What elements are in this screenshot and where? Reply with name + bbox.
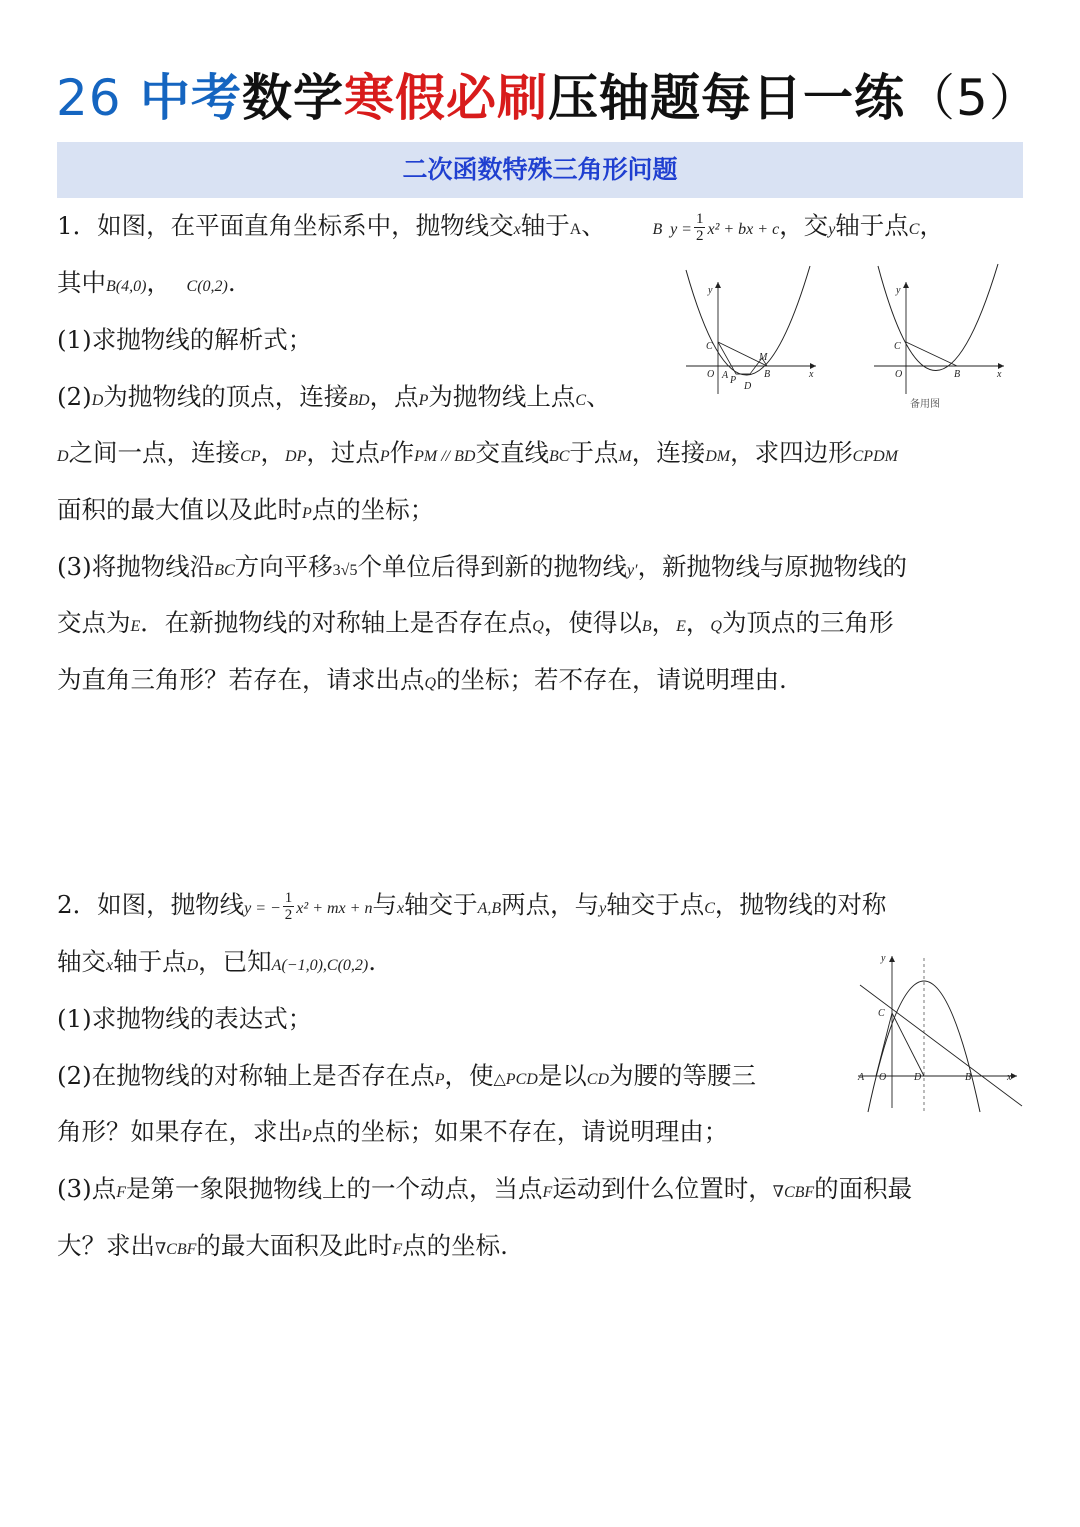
text: 方向平移 [234,552,333,581]
text: 点的坐标. [402,1231,508,1260]
y-axis-arrow [715,282,721,288]
parabola [878,264,998,371]
text: ， [651,608,677,637]
text: ，求四边形 [730,438,853,467]
label-x: x [1007,1072,1012,1083]
var-y: y [828,221,836,238]
var-a-b: A,B [477,900,502,917]
var-p: P [418,392,429,409]
var-bc: BC [214,562,235,579]
var-q: Q [424,675,437,692]
text: ，过点 [306,438,380,467]
text: ，新抛物线与原抛物线的 [637,552,908,581]
title-part-1: 中考 [140,69,243,127]
text: ， [260,438,286,467]
var-x: x [396,900,405,917]
point-c: C(0,2) [186,278,228,295]
text: 是第一象限抛物线上的一个动点，当点 [126,1174,543,1203]
fraction-denominator: 2 [695,228,704,244]
var-y: y [599,900,607,917]
text: ，点 [369,382,419,411]
var-q: Q [532,618,544,635]
var-dp: DP [285,448,307,465]
text: . [227,268,236,297]
page-title [56,62,1040,134]
q1-line-6 [57,495,434,529]
q1-line-9 [57,665,787,699]
label-d: D [914,1072,922,1083]
q2-line-5 [57,1117,728,1151]
var-a: A [569,221,582,238]
text: 2．如图，抛物线 [57,890,245,919]
text: ， [685,608,711,637]
text: 个单位后得到新的抛物线 [357,552,627,581]
text: 为抛物线的顶点，连接 [103,382,349,411]
title-part-2: 数学 [242,69,345,127]
text: 是以 [537,1061,587,1090]
points-a-c: A(−1,0),C(0,2) [271,957,369,974]
section-subtitle: 二次函数特殊三角形问题 [57,142,1023,198]
equation-rhs: x² + mx + n [296,900,373,917]
fraction [283,890,295,923]
q1-line-5 [57,438,898,472]
segment-cd [892,1013,924,1076]
label-a: A [722,370,729,381]
text: ，已知 [198,947,272,976]
label-b: B [764,369,771,380]
label-o: O [707,369,715,380]
text: (2) [57,382,92,411]
text: 轴于点 [113,947,187,976]
label-x: x [997,369,1002,380]
equation-lhs: y = − [244,900,281,917]
label-p: P [730,375,737,386]
text: 、 [586,382,611,411]
q1-line-8 [57,608,893,642]
text: 、 [581,211,606,240]
text: 交直线 [475,438,549,467]
equation-rhs: x² + bx + c [707,221,780,238]
text: ，使得以 [543,608,642,637]
text: 点的坐标；如果不存在，请说明理由； [311,1117,729,1146]
var-bc: BC [548,448,570,465]
fraction [694,211,706,244]
var-p: P [302,505,312,522]
text: 的最大面积及此时 [196,1231,393,1260]
title-suffix: （5） [905,69,1040,127]
q2-line-4 [57,1061,756,1095]
x-axis-arrow [1011,1073,1017,1079]
var-triangle-cbf: ∇CBF [155,1241,197,1258]
text: 大？求出 [57,1231,155,1260]
var-cpdm: CPDM [852,448,898,465]
fraction-denominator: 2 [284,907,293,923]
var-y-prime: y′ [626,562,638,579]
text: ， [919,211,944,240]
text: 其中 [57,268,106,297]
var-cd: CD [586,1071,610,1088]
text: ， [146,268,171,297]
q1-line-7 [57,552,907,586]
var-p: P [434,1071,445,1088]
var-f: F [542,1184,553,1201]
text: 1．如图，在平面直角坐标系中，抛物线交 [57,211,514,240]
label-b: B [954,369,961,380]
text: 角形？如果存在，求出 [57,1117,302,1146]
text: 轴交于点 [606,890,705,919]
q2-line-3: (1)求抛物线的表达式； [57,1004,313,1033]
text: ，抛物线的对称 [714,890,887,919]
var-f: F [116,1184,126,1201]
text: ，交 [779,211,829,240]
q1-line-4 [57,382,611,416]
text: (3)点 [57,1174,117,1203]
title-part-4: 压轴题每日一练 [548,69,906,127]
text: 轴交 [57,947,106,976]
text: 轴交于 [404,890,478,919]
var-p: P [379,448,390,465]
q1-line-1 [57,211,944,245]
q1-line-3: (1)求抛物线的解析式； [57,325,313,354]
text: 与 [372,890,397,919]
q2-line-1 [57,890,886,924]
parabola [686,266,810,375]
var-b: B [641,618,652,635]
text: 的坐标；若不存在，请说明理由. [436,665,787,694]
label-o: O [895,369,903,380]
label-c: C [706,341,713,352]
text: 为顶点的三角形 [721,608,894,637]
text: 运动到什么位置时， [552,1174,773,1203]
var-f: F [392,1241,403,1258]
var-triangle-cbf: ∇CBF [772,1184,815,1201]
y-axis-arrow [889,956,895,962]
var-3-sqrt-5: 3√5 [332,562,358,579]
point-b: B(4,0) [106,278,147,295]
q1-figure [678,262,1023,412]
q2-line-7 [57,1231,508,1265]
var-pm-parallel-bd: PM // BD [414,448,476,465]
var-x: x [106,957,114,974]
title-part-3: 寒假必刷 [344,69,549,127]
text: 于点 [569,438,619,467]
text: 之间一点，连接 [68,438,241,467]
text: 交点为 [57,608,131,637]
text: 的面积最 [814,1174,913,1203]
var-c: C [908,221,920,238]
label-b: B [965,1072,972,1083]
var-e: E [676,618,686,635]
fraction-numerator: 1 [695,211,704,227]
label-c: C [878,1008,885,1019]
text: ，连接 [631,438,706,467]
text: ，使 [444,1061,494,1090]
text: 作 [389,438,415,467]
q2-figure [852,948,1027,1116]
label-d: D [744,381,752,392]
equation-lhs: y = [670,221,692,238]
segment-ca [876,1013,892,1076]
var-bd: BD [348,392,370,409]
text: 点的坐标； [311,495,435,524]
q1-graph-spare [874,264,1004,410]
text: 轴于点 [835,211,909,240]
figure-caption: 备用图 [910,399,940,410]
label-x: x [809,369,814,380]
var-q: Q [710,618,722,635]
var-e: E [130,618,141,635]
fraction-numerator: 1 [284,890,293,906]
label-c: C [894,341,901,352]
label-y: y [708,285,713,296]
label-y: y [881,953,886,964]
var-b: B [652,221,663,238]
var-c: C [575,392,587,409]
var-c: C [704,900,715,917]
q2-line-2 [57,947,376,981]
text: . [368,947,377,976]
label-a: A [858,1072,865,1083]
label-y: y [896,285,901,296]
text: 为直角三角形？若存在，请求出点 [57,665,425,694]
var-d: D [57,448,69,465]
var-m: M [618,448,632,465]
segment-cb [906,342,957,366]
var-cp: CP [240,448,261,465]
label-o: O [879,1072,887,1083]
label-m: M [759,352,768,363]
q1-line-2 [57,268,236,302]
q1-graph-main [686,266,816,394]
title-number: 26 [56,69,122,127]
var-p: P [302,1127,312,1144]
y-axis-arrow [903,282,909,288]
text: (2)在抛物线的对称轴上是否存在点 [57,1061,435,1090]
var-triangle-pcd: △PCD [493,1071,538,1088]
text: 轴于 [520,211,570,240]
text: 为腰的等腰三 [609,1061,757,1090]
text: 面积的最大值以及此时 [57,495,302,524]
var-dm: DM [705,448,731,465]
text: (3)将抛物线沿 [57,552,215,581]
var-d: D [91,392,104,409]
var-d: D [186,957,199,974]
text: 两点，与 [501,890,600,919]
text: ．在新抛物线的对称轴上是否存在点 [140,608,533,637]
text: 为抛物线上点 [428,382,576,411]
var-x: x [513,221,521,238]
q2-line-6 [57,1174,912,1208]
